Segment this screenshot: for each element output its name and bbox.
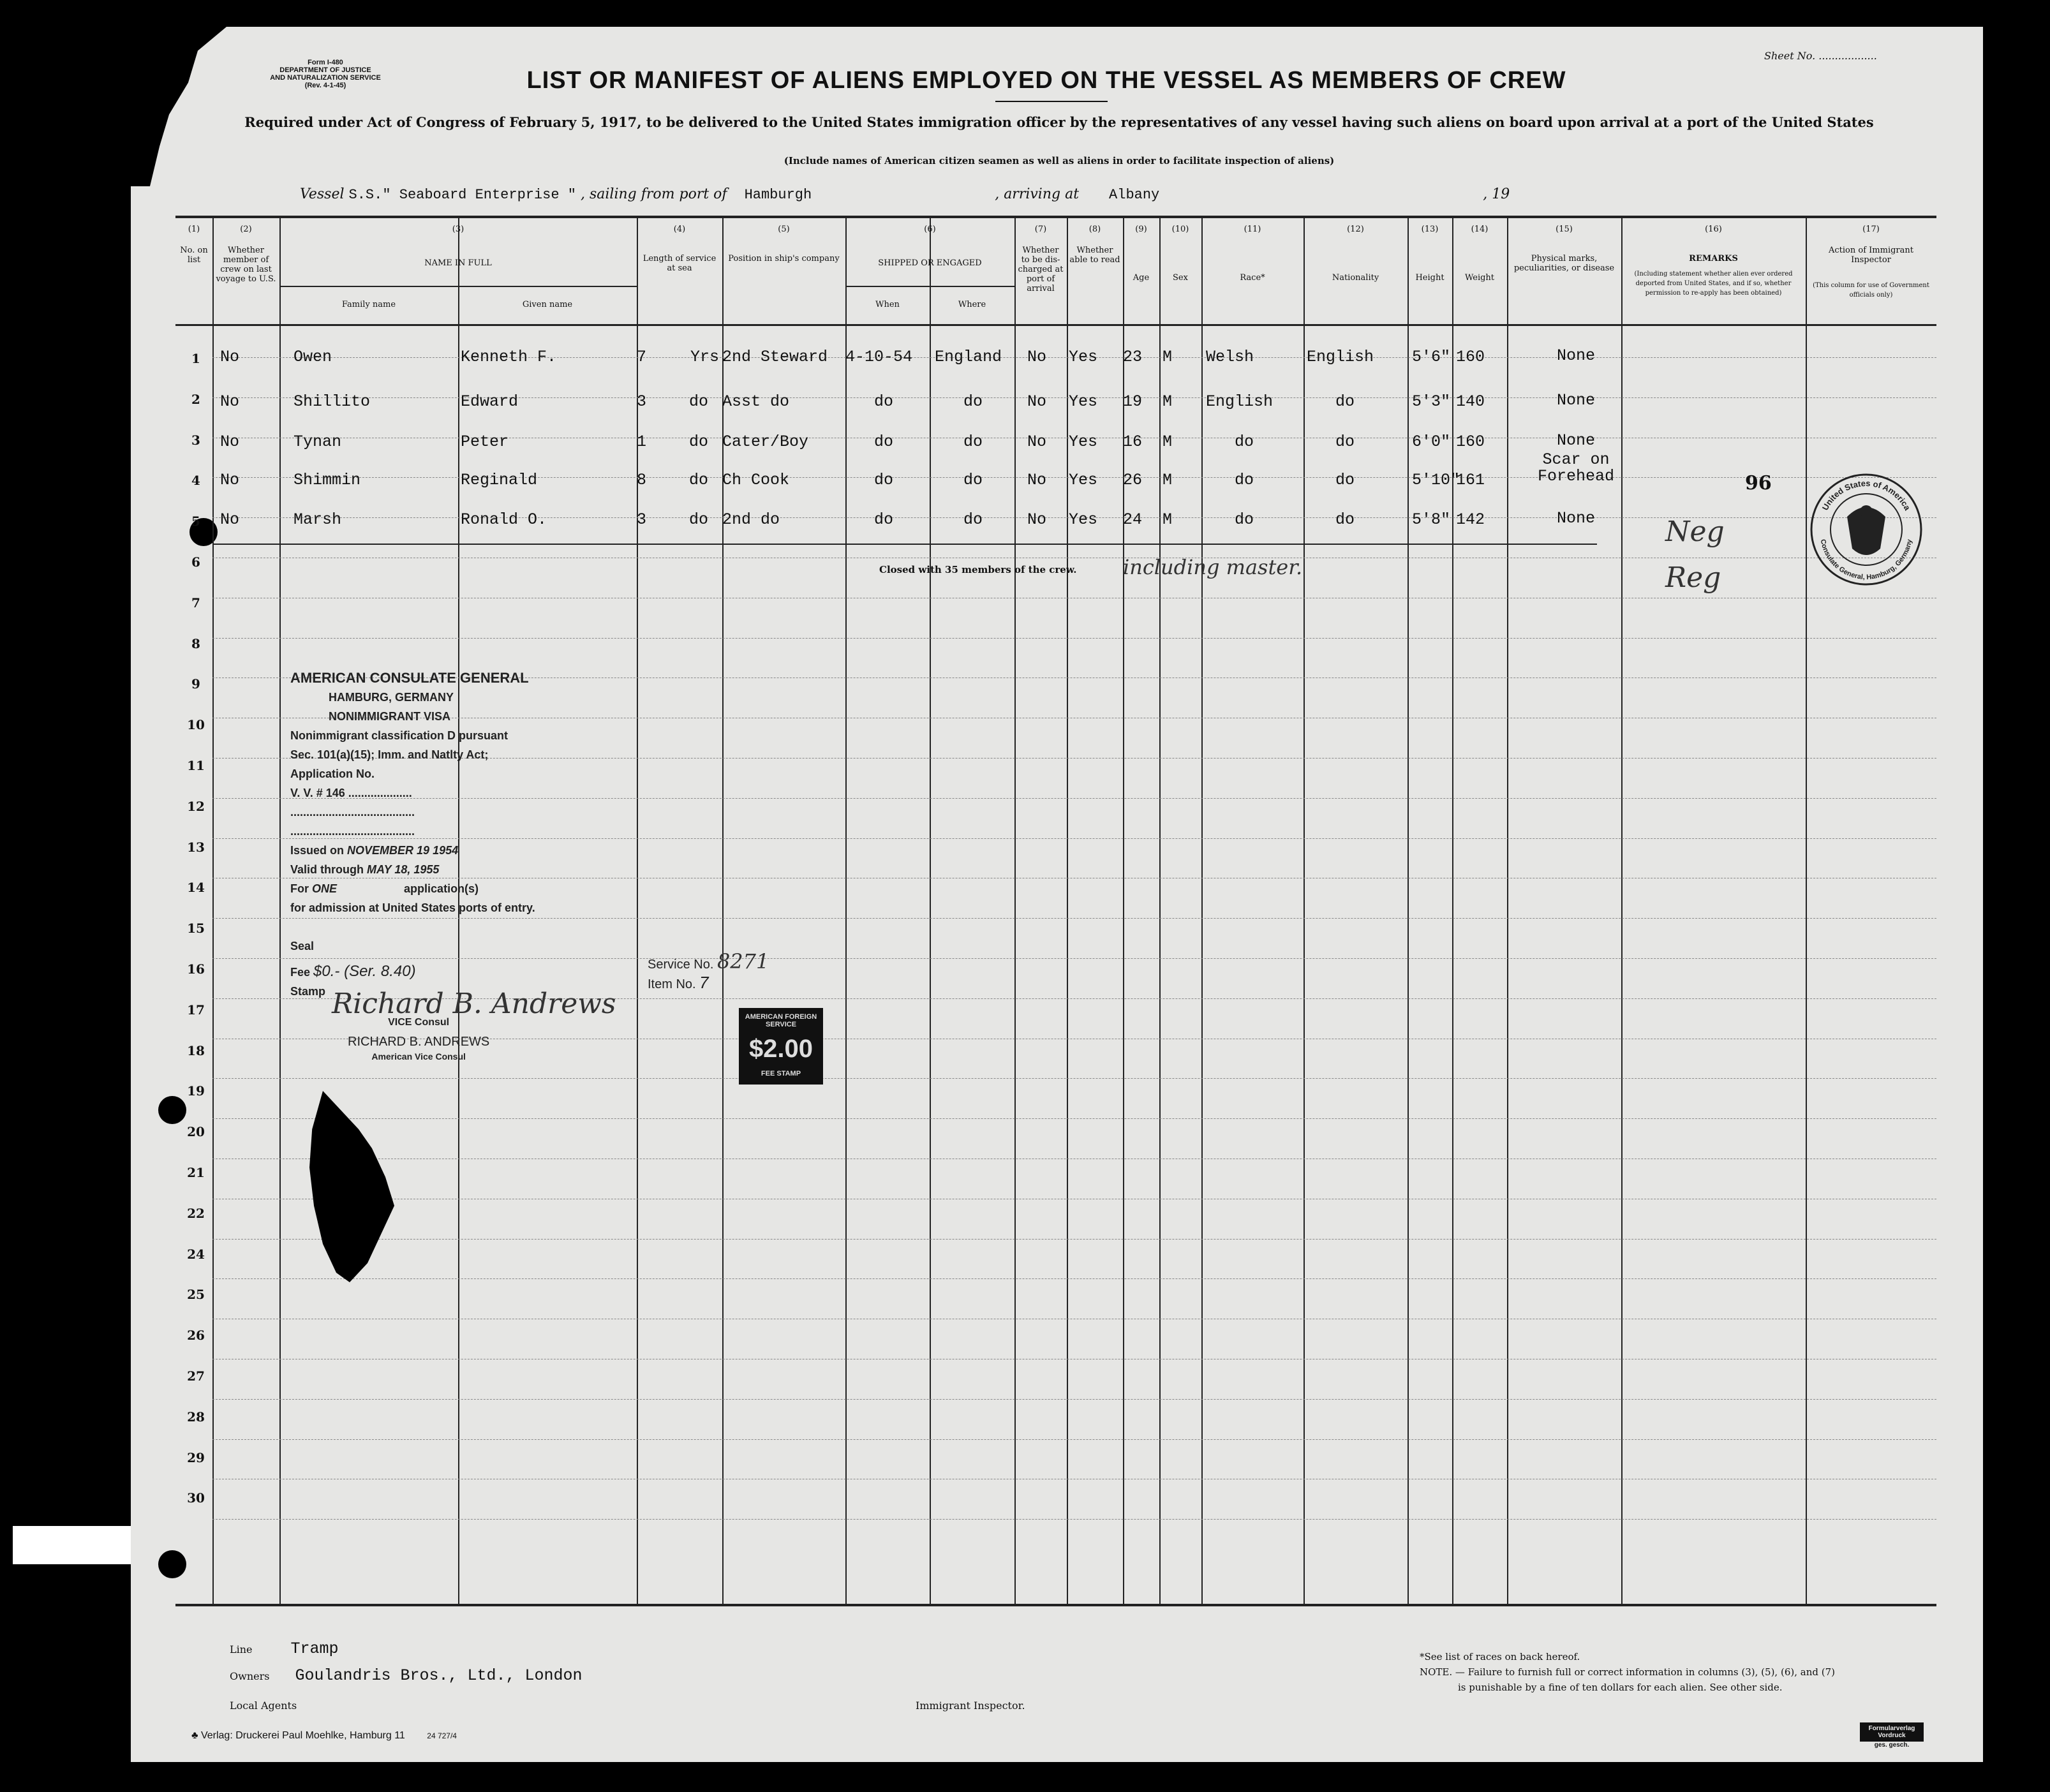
crew-when: do [874, 392, 894, 411]
sheet-number: Sheet No. .................. [1764, 50, 1877, 62]
row-number: 30 [187, 1490, 205, 1506]
crew-sex: M [1162, 348, 1173, 366]
consul-signature: Richard B. Andrews [332, 988, 616, 1020]
page-number: 96 [1745, 472, 1772, 494]
column-divider [1621, 216, 1623, 1604]
column-number: (7) [1034, 225, 1047, 234]
remarks-note: (Including statement whether alien ever ordered deported from United States, and if so, whether permission to re-apply has been obtained) [1634, 270, 1793, 297]
row-number: 27 [187, 1368, 205, 1384]
crew-service: 1 [637, 433, 647, 451]
footer-note-1: NOTE. — Failure to furnish full or correct information in columns (3), (5), (6), and (7) [1420, 1666, 1835, 1678]
crew-where: do [963, 510, 983, 529]
crew-given: Edward [461, 392, 519, 411]
punch-hole-2 [158, 1096, 186, 1124]
crew-height: 5'8" [1412, 510, 1451, 529]
column-number: (13) [1421, 225, 1439, 234]
row-number: 6 [191, 554, 200, 570]
given-name-header: Given name [522, 300, 573, 309]
crew-service: 3 [637, 510, 647, 529]
crew-sex: M [1162, 392, 1173, 411]
footer-inspector: Immigrant Inspector. [916, 1699, 1025, 1712]
seal-text-bottom: Consulate General, Hamburg, Germany [1818, 538, 1914, 582]
column-divider [1408, 216, 1409, 1604]
column-header: Length of service at sea [642, 254, 717, 273]
printer-icon: ♣ [191, 1730, 198, 1741]
crew-race: do [1235, 471, 1254, 489]
column-divider [1806, 216, 1807, 1604]
crew-when: do [874, 471, 894, 489]
table-header-rule [175, 324, 1936, 326]
column-divider [1014, 216, 1016, 1604]
crew-where: do [963, 433, 983, 451]
row-number: 9 [191, 676, 200, 692]
crew-position: Asst do [722, 392, 790, 411]
crew-read: Yes [1069, 433, 1098, 451]
crew-service_unit: Yrs. [690, 348, 729, 366]
crew-service_unit: do [689, 392, 709, 411]
crew-position: 2nd Steward [722, 348, 828, 366]
printer-mark: Formularverlag Vordruck ges. gesch. [1860, 1722, 1924, 1749]
crew-family: Shimmin [293, 471, 361, 489]
crew-age: 26 [1123, 471, 1143, 489]
crew-where: do [963, 471, 983, 489]
crew-sex: M [1162, 471, 1173, 489]
column-header: Height [1415, 273, 1445, 283]
column-divider [1123, 216, 1124, 1604]
scan-strip [13, 1526, 131, 1564]
crew-given: Peter [461, 433, 509, 451]
crew-height: 6'0" [1412, 433, 1451, 451]
row-number: 26 [187, 1328, 205, 1344]
crew-position: 2nd do [722, 510, 780, 529]
column-header: No. on list [180, 246, 208, 265]
row-number: 21 [187, 1165, 205, 1180]
crew-read: Yes [1069, 348, 1098, 366]
where-header: Where [958, 300, 986, 309]
footer-rule [175, 1604, 1936, 1606]
table-top-rule [175, 216, 1936, 218]
crew-read: Yes [1069, 471, 1098, 489]
row-number: 28 [187, 1409, 205, 1425]
crew-last: No [220, 471, 240, 489]
crew-race: do [1235, 510, 1254, 529]
column-divider [1067, 216, 1068, 1604]
column-divider [930, 216, 931, 1604]
crew-family: Marsh [293, 510, 342, 529]
row-rule [212, 1278, 1936, 1279]
footer-races-note: *See list of races on back hereof. [1420, 1651, 1580, 1662]
row-number: 20 [187, 1124, 205, 1140]
column-header: REMARKS [1689, 254, 1738, 263]
crew-height: 5'3" [1412, 392, 1451, 411]
column-header: Nationality [1332, 273, 1379, 283]
crew-race: do [1235, 433, 1254, 451]
column-header: Position in ship's company [728, 254, 840, 263]
crew-family: Shillito [293, 392, 371, 411]
footer-line: Line Tramp [230, 1640, 339, 1658]
when-header: When [875, 300, 900, 309]
column-header: Whether able to read [1069, 246, 1120, 265]
crew-height: 5'10" [1412, 471, 1460, 489]
column-number: (15) [1556, 225, 1573, 234]
column-number: (2) [240, 225, 252, 234]
crew-nationality: do [1335, 433, 1355, 451]
seal-text-top: United States of America [1820, 478, 1913, 512]
row-number: 15 [187, 921, 205, 937]
row-number: 12 [187, 798, 205, 814]
form-identifier: Form I-480 DEPARTMENT OF JUSTICE AND NATURALIZATION SERVICE (Rev. 4-1-45) [270, 59, 381, 89]
crew-last: No [220, 348, 240, 366]
crew-given: Kenneth F. [461, 348, 557, 366]
crew-sex: M [1162, 510, 1173, 529]
column-header: Race* [1240, 273, 1265, 283]
column-divider [212, 216, 214, 1604]
crew-marks: None [1556, 346, 1595, 365]
row-rule [212, 1078, 1936, 1079]
crew-marks: None [1556, 509, 1595, 528]
column-header: Weight [1464, 273, 1495, 283]
crew-service: 8 [637, 471, 647, 489]
column-header: NAME IN FULL [424, 258, 492, 268]
crew-weight: 160 [1456, 433, 1485, 451]
action-note: (This column for use of Government officials only) [1813, 282, 1929, 299]
punch-hole-3 [158, 1550, 186, 1578]
row-number: 8 [191, 635, 200, 651]
crew-family: Owen [293, 348, 332, 366]
column-number: (6) [924, 225, 936, 234]
vessel-name: S.S." Seaboard Enterprise " [348, 187, 576, 203]
column-divider [1452, 216, 1453, 1604]
crew-race: English [1206, 392, 1274, 411]
title-underline [995, 101, 1108, 102]
crew-nationality: do [1335, 392, 1355, 411]
crew-service_unit: do [689, 510, 709, 529]
crew-age: 23 [1123, 348, 1143, 366]
subtitle: Required under Act of Congress of February 5, 1917, to be delivered to the United States immigration officer by the representatives of any vessel having such aliens on board upon arrival at a port of the United States [244, 114, 1874, 130]
column-header: Action of Immigrant Inspector [1829, 246, 1913, 265]
column-divider [279, 216, 281, 1604]
crew-weight: 142 [1456, 510, 1485, 529]
row-rule [212, 1118, 1936, 1119]
column-number: (3) [452, 225, 464, 234]
column-number: (12) [1347, 225, 1364, 234]
row-number: 11 [187, 758, 205, 773]
column-number: (8) [1088, 225, 1101, 234]
crew-where: England [935, 348, 1002, 366]
crew-discharged: No [1027, 510, 1047, 529]
column-header: Whether to be dis-charged at port of arrival [1018, 246, 1064, 293]
row-number: 1 [191, 351, 200, 366]
remarks-handwriting-1: Neg [1665, 515, 1725, 548]
column-divider [845, 216, 847, 1604]
row-rule [212, 1439, 1936, 1440]
column-header: Whether member of crew on last voyage to U.S. [216, 246, 276, 284]
crew-when: 4-10-54 [845, 348, 913, 366]
row-number: 14 [187, 880, 205, 896]
closed-handwriting: including master. [1123, 555, 1303, 579]
crew-marks: None [1556, 431, 1595, 450]
shipped-subrule [845, 286, 1014, 287]
column-divider [1201, 216, 1203, 1604]
crew-discharged: No [1027, 433, 1047, 451]
row-number: 29 [187, 1449, 205, 1465]
row-number: 22 [187, 1205, 205, 1221]
row-number: 10 [187, 717, 205, 733]
crew-nationality: English [1307, 348, 1374, 366]
column-divider [1159, 216, 1161, 1604]
printer-line: ♣ Verlag: Druckerei Paul Moehlke, Hamburg 11 24 727/4 [191, 1730, 457, 1741]
column-number: (1) [188, 225, 200, 234]
crew-weight: 140 [1456, 392, 1485, 411]
footer-agents: Local Agents [230, 1699, 297, 1712]
crew-service: 7 [637, 348, 647, 366]
crew-position: Ch Cook [722, 471, 790, 489]
crew-last: No [220, 510, 240, 529]
column-number: (17) [1862, 225, 1880, 234]
footer-note-2: is punishable by a fine of ten dollars for each alien. See other side. [1458, 1682, 1783, 1693]
crew-nationality: do [1335, 471, 1355, 489]
crew-age: 24 [1123, 510, 1143, 529]
row-number: 4 [191, 473, 200, 489]
consul-block: VICE Consul RICHARD B. ANDREWS American Vice Consul [348, 1017, 490, 1062]
crew-discharged: No [1027, 348, 1047, 366]
column-divider [1507, 216, 1508, 1604]
column-number: (14) [1471, 225, 1489, 234]
crew-height: 5'6" [1412, 348, 1451, 366]
footer-owners: Owners Goulandris Bros., Ltd., London [230, 1666, 583, 1685]
crew-nationality: do [1335, 510, 1355, 529]
column-number: (9) [1135, 225, 1147, 234]
service-number: Service No. 8271 Item No. 7 [648, 949, 769, 992]
column-header: Age [1133, 273, 1150, 283]
crew-position: Cater/Boy [722, 433, 809, 451]
crew-service: 3 [637, 392, 647, 411]
column-header: Sex [1173, 273, 1188, 283]
row-number: 24 [187, 1246, 205, 1262]
column-number: (16) [1705, 225, 1722, 234]
row-rule [212, 1519, 1936, 1520]
remarks-handwriting-2: Reg [1665, 561, 1721, 594]
name-subrule [279, 286, 637, 287]
vessel-line: Vessel S.S." Seaboard Enterprise " , sailing from port of Hamburgh , arriving at Albany , 19 [300, 186, 1510, 203]
row-number: 17 [187, 1002, 205, 1018]
row-rule [212, 638, 1936, 639]
row-number: 18 [187, 1042, 205, 1058]
row-rule [212, 1239, 1936, 1240]
column-number: (4) [673, 225, 686, 234]
crew-service_unit: do [689, 471, 709, 489]
column-divider [722, 216, 724, 1604]
row-number: 25 [187, 1287, 205, 1303]
family-name-header: Family name [341, 300, 396, 309]
crew-when: do [874, 433, 894, 451]
consulate-seal [1809, 472, 1924, 587]
crew-service_unit: do [689, 433, 709, 451]
crew-discharged: No [1027, 392, 1047, 411]
crew-when: do [874, 510, 894, 529]
row-number: 19 [187, 1083, 205, 1099]
crew-marks: Scar on Forehead [1537, 450, 1615, 485]
column-number: (10) [1171, 225, 1189, 234]
row-number: 7 [191, 595, 200, 611]
subnote: (Include names of American citizen seamen as well as aliens in order to facilitate inspection of aliens) [784, 155, 1335, 167]
column-number: (11) [1244, 225, 1261, 234]
crew-age: 16 [1123, 433, 1143, 451]
crew-sex: M [1162, 433, 1173, 451]
column-divider [1304, 216, 1305, 1604]
row-number: 16 [187, 961, 205, 977]
visa-stamp: AMERICAN CONSULATE GENERAL HAMBURG, GERMANY NONIMMIGRANT VISA Nonimmigrant classification D pursuant Sec. 101(a)(15); Imm. and Natlty Act; Application No. V. V. # 146 .................... ....................................... ....................................... Issued on NOVEMBER 19 1954 Valid through MAY 18, 1955 For ONE application(s) for admission at United States ports of entry. Seal Fee $0.- (Ser. 8.40) Stamp [290, 670, 535, 998]
crew-marks: None [1556, 391, 1595, 410]
crew-weight: 160 [1456, 348, 1485, 366]
column-header: SHIPPED OR ENGAGED [878, 258, 982, 268]
port-to: Albany [1109, 187, 1160, 203]
row-number: 5 [191, 514, 200, 529]
column-number: (5) [778, 225, 790, 234]
crew-last: No [220, 433, 240, 451]
crew-race: Welsh [1206, 348, 1254, 366]
crew-given: Ronald O. [461, 510, 547, 529]
crew-given: Reginald [461, 471, 538, 489]
column-header: Physical marks, peculiarities, or disease [1513, 254, 1615, 273]
row-rule [212, 1399, 1936, 1400]
crew-age: 19 [1123, 392, 1143, 411]
closed-note: Closed with 35 members of the crew. [879, 564, 1077, 575]
row-number: 3 [191, 432, 200, 448]
fee-tax-stamp: AMERICAN FOREIGN SERVICE $2.00 FEE STAMP [739, 1008, 823, 1085]
crew-end-rule [212, 544, 1597, 545]
crew-discharged: No [1027, 471, 1047, 489]
page-title: LIST OR MANIFEST OF ALIENS EMPLOYED ON THE VESSEL AS MEMBERS OF CREW [526, 67, 1566, 94]
row-number: 13 [187, 839, 205, 855]
crew-weight: 161 [1456, 471, 1485, 489]
port-from: Hamburgh [744, 187, 812, 203]
column-divider [637, 216, 638, 1604]
crew-read: Yes [1069, 510, 1098, 529]
row-number: 2 [191, 391, 200, 407]
crew-read: Yes [1069, 392, 1098, 411]
crew-last: No [220, 392, 240, 411]
crew-family: Tynan [293, 433, 342, 451]
crew-where: do [963, 392, 983, 411]
